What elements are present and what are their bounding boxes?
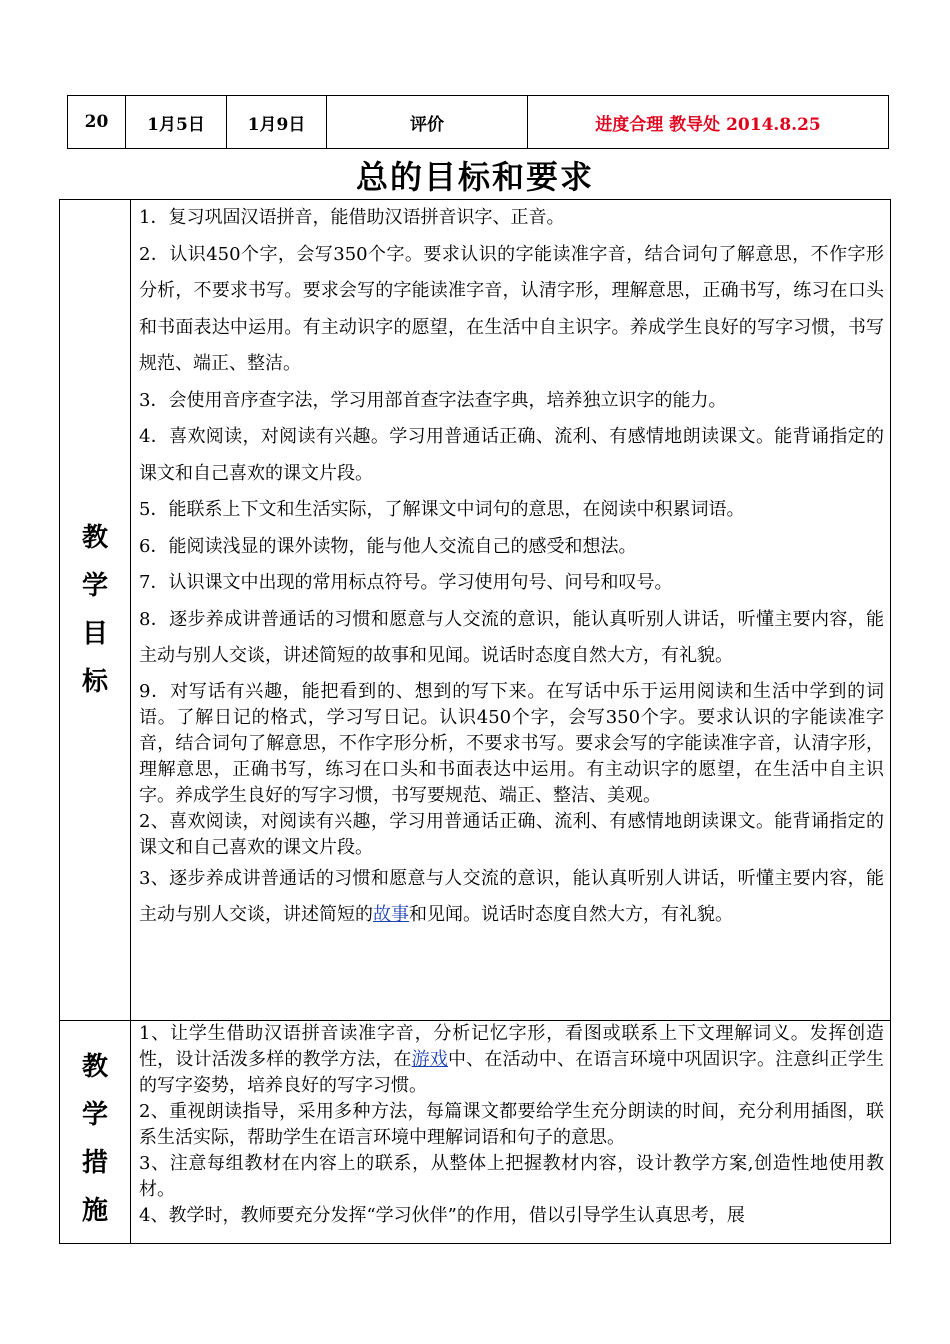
schedule-row: [68, 96, 889, 149]
goal-item-9-2: 2、喜欢阅读，对阅读有兴趣，学习用普通话正确、流利、有感情地朗读课文。能背诵指定的课文和自己喜欢的课文片段。: [139, 810, 884, 858]
start-date: 1月5日: [126, 96, 227, 149]
goals-measures-table: [59, 199, 891, 1244]
label-char: 施: [81, 1196, 108, 1226]
teaching-measures-content: [131, 1021, 891, 1244]
label-char: 目: [81, 619, 108, 649]
goal-item: 3．会使用音序查字法，学习用部首查字法查字典，培养独立识字的能力。: [139, 389, 727, 411]
measure-item: 4、教学时，教师要充分发挥“学习伙伴”的作用，借以引导学生认真思考，展: [139, 1205, 745, 1226]
measure-item: 3、注意每组教材在内容上的联系，从整体上把握教材内容，设计教学方案,创造性地使用教材。: [139, 1153, 884, 1200]
evaluation-label: 评价: [327, 96, 528, 149]
teaching-goals-content: [131, 200, 891, 1021]
label-char: 标: [81, 667, 108, 697]
story-link[interactable]: 故事: [373, 904, 409, 925]
goal-item: 5．能联系上下文和生活实际，了解课文中词句的意思，在阅读中积累词语。: [139, 499, 745, 520]
teaching-measures-row: [60, 1021, 891, 1244]
goal-item-9: 9．对写话有兴趣，能把看到的、想到的写下来。在写话中乐于运用阅读和生活中学到的词语。了解日记的格式，学习写日记。认识450个字，会写350个字。要求认识的字能读准字音，结合词句了解意思，不作字形分析，不要求书写。要求会写的字能读准字音，认清字形，理解意思，正确书写，练习在口头和书面表达中运用。有主动识字的愿望，在生活中自主识字。养成学生良好的写字习惯，书写要规范、端正、整洁、美观。: [139, 680, 884, 806]
teaching-goals-label: [60, 200, 131, 1021]
evaluation-note: 进度合理 教导处 2014.8.25: [528, 96, 889, 149]
goal-item: 1．复习巩固汉语拼音，能借助汉语拼音识字、正音。: [139, 207, 565, 228]
label-char: 学: [81, 571, 108, 601]
week-number: 20: [68, 96, 126, 149]
goal-item: 6．能阅读浅显的课外读物，能与他人交流自己的感受和想法。: [139, 535, 637, 557]
label-char: 教: [81, 523, 108, 553]
label-char: 学: [81, 1100, 108, 1130]
page-title: 总的目标和要求: [355, 158, 594, 196]
game-link[interactable]: 游戏: [411, 1049, 448, 1070]
teaching-measures-label: [60, 1021, 131, 1244]
label-char: 教: [81, 1052, 108, 1082]
label-char: 措: [81, 1148, 108, 1178]
goal-item-9-3: 3、逐步养成讲普通话的习惯和愿意与人交流的意识，能认真听别人讲话，听懂主要内容，能主动与别人交谈，讲述简短的故事和见闻。说话时态度自然大方，有礼貌。: [139, 867, 884, 925]
measure-item: 2、重视朗读指导，采用多种方法，每篇课文都要给学生充分朗读的时间，充分利用插图，联系生活实际，帮助学生在语言环境中理解词语和句子的意思。: [139, 1101, 884, 1148]
goal-item: 2．认识450个字，会写350个字。要求认识的字能读准字音，结合词句了解意思，不作字形分析，不要求书写。要求会写的字能读准字音，认清字形，理解意思，正确书写，练习在口头和书面表达中运用。有主动识字的愿望，在生活中自主识字。养成学生良好的写字习惯，书写规范、端正、整洁。: [139, 243, 884, 374]
end-date: 1月9日: [227, 96, 327, 149]
goal-item: 8．逐步养成讲普通话的习惯和愿意与人交流的意识，能认真听别人讲话，听懂主要内容，能主动与别人交谈，讲述简短的故事和见闻。说话时态度自然大方，有礼貌。: [139, 608, 884, 666]
schedule-row-table: [67, 95, 889, 149]
measure-item: 1、让学生借助汉语拼音读准字音，分析记忆字形，看图或联系上下文理解词义。发挥创造性，设计活泼多样的教学方法，在游戏中、在活动中、在语言环境中巩固识字。注意纠正学生的写字姿势，培养良好的写字习惯。: [139, 1023, 885, 1096]
teaching-goals-row: [60, 200, 891, 1021]
goal-item: 4．喜欢阅读，对阅读有兴趣。学习用普通话正确、流利、有感情地朗读课文。能背诵指定的课文和自己喜欢的课文片段。: [139, 426, 884, 484]
goal-item: 7．认识课文中出现的常用标点符号。学习使用句号、问号和叹号。: [139, 572, 673, 593]
